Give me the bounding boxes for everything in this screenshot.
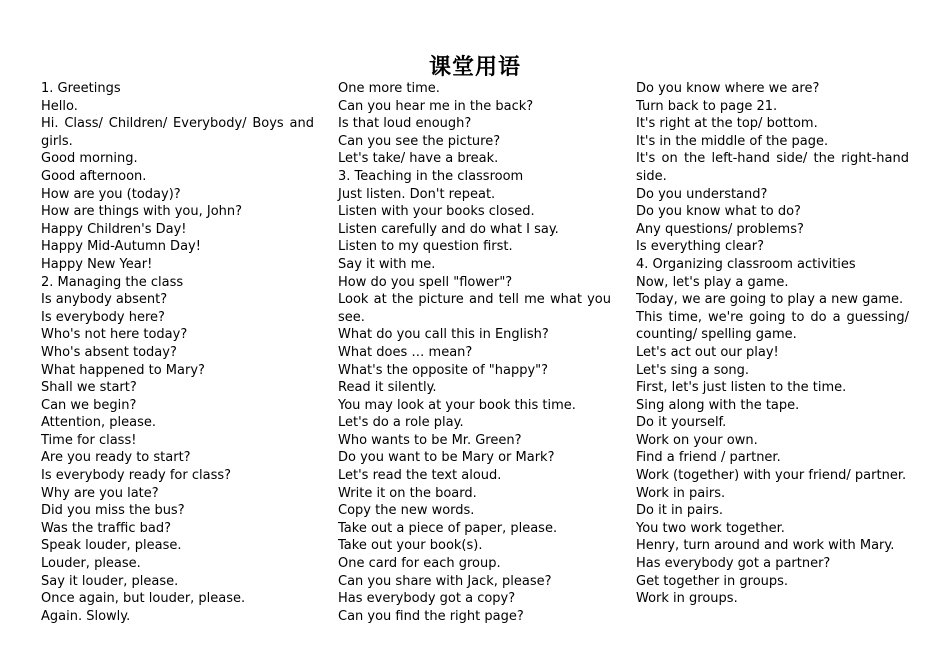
phrase-line: Is everybody here? — [41, 309, 165, 325]
phrase-line: Today, we are going to play a new game. — [636, 292, 904, 308]
phrase-line: First, let's just listen to the time. — [636, 380, 847, 396]
phrase-line: Find a friend / partner. — [636, 450, 781, 466]
phrase-line: Listen with your books closed. — [338, 204, 535, 220]
phrase-line: Do it in pairs. — [636, 503, 724, 519]
phrase-line: Who's not here today? — [41, 327, 188, 343]
phrase-line: It's in the middle of the page. — [636, 133, 829, 149]
phrase-line: It's on the left-hand side/ the right-hand side. — [636, 151, 909, 184]
phrase-line: Can you hear me in the back? — [338, 98, 534, 114]
phrase-line: Happy Children's Day! — [41, 221, 187, 237]
phrase-line: You may look at your book this time. — [338, 397, 576, 413]
phrase-line: Do you know what to do? — [636, 204, 801, 220]
phrase-line: What does … mean? — [338, 344, 473, 360]
phrase-line: Let's sing a song. — [636, 362, 750, 378]
phrase-line: What happened to Mary? — [41, 362, 205, 378]
phrase-line: Can you see the picture? — [338, 133, 501, 149]
phrase-line: Hello. — [41, 98, 78, 114]
phrase-line: Happy Mid-Autumn Day! — [41, 239, 201, 255]
phrase-line: Is everybody ready for class? — [41, 468, 232, 484]
phrase-line: Once again, but louder, please. — [41, 591, 246, 607]
column-1 — [41, 80, 314, 625]
phrase-line: Sing along with the tape. — [636, 397, 800, 413]
phrase-line: Who's absent today? — [41, 344, 177, 360]
phrase-line: Is anybody absent? — [41, 292, 168, 308]
phrase-line: Let's act out our play! — [636, 344, 779, 360]
phrase-line: Take out your book(s). — [338, 538, 483, 554]
phrase-line: Take out a piece of paper, please. — [338, 520, 558, 536]
phrase-line: 3. Teaching in the classroom — [338, 168, 524, 184]
phrase-line: Copy the new words. — [338, 503, 475, 519]
phrase-line: Write it on the board. — [338, 485, 477, 501]
phrase-line: Listen carefully and do what I say. — [338, 221, 559, 237]
phrase-line: Turn back to page 21. — [636, 98, 778, 114]
phrase-line: Louder, please. — [41, 556, 141, 572]
phrase-line: Now, let's play a game. — [636, 274, 789, 290]
phrase-line: Do it yourself. — [636, 415, 727, 431]
phrase-line: Happy New Year! — [41, 256, 153, 272]
phrase-line: Can we begin? — [41, 397, 137, 413]
phrase-line: Speak louder, please. — [41, 538, 182, 554]
phrase-line: Work in groups. — [636, 591, 738, 607]
phrase-line: Get together in groups. — [636, 573, 789, 589]
phrase-line: Are you ready to start? — [41, 450, 191, 466]
phrase-line: Time for class! — [41, 432, 137, 448]
phrase-line: Hi. Class/ Children/ Everybody/ Boys and girls. — [41, 116, 314, 149]
phrase-line: Has everybody got a copy? — [338, 591, 516, 607]
phrase-line: Can you share with Jack, please? — [338, 573, 552, 589]
phrase-line: What do you call this in English? — [338, 327, 549, 343]
phrase-line: Henry, turn around and work with Mary. — [636, 538, 895, 554]
phrase-line: Why are you late? — [41, 485, 159, 501]
phrase-line: Just listen. Don't repeat. — [338, 186, 496, 202]
phrase-line: Who wants to be Mr. Green? — [338, 432, 522, 448]
phrase-line: How are things with you, John? — [41, 204, 243, 220]
phrase-line: What's the opposite of "happy"? — [338, 362, 549, 378]
phrase-line: Say it with me. — [338, 256, 436, 272]
page-title: 课堂用语 — [428, 55, 521, 80]
phrase-line: It's right at the top/ bottom. — [636, 116, 818, 132]
phrase-line: Let's take/ have a break. — [338, 151, 499, 167]
phrase-line: Work (together) with your friend/ partner. — [636, 468, 907, 484]
phrase-line: Was the traffic bad? — [41, 520, 171, 536]
phrase-line: Can you find the right page? — [338, 608, 524, 624]
phrase-line: This time, we're going to do a guessing/ counting/ spelling game. — [636, 309, 909, 343]
phrase-line: Is that loud enough? — [338, 116, 472, 132]
phrase-line: Do you understand? — [636, 186, 768, 202]
phrase-line: Did you miss the bus? — [41, 503, 185, 519]
phrase-line: Say it louder, please. — [41, 573, 179, 589]
phrase-line: Good morning. — [41, 151, 138, 167]
phrase-line: 4. Organizing classroom activities — [636, 256, 856, 272]
phrase-line: Look at the picture and tell me what you see. — [338, 292, 611, 325]
phrase-line: Let's read the text aloud. — [338, 468, 502, 484]
phrase-line: Work in pairs. — [636, 485, 726, 501]
phrase-line: One card for each group. — [338, 556, 501, 572]
phrase-line: 2. Managing the class — [41, 274, 184, 290]
phrase-line: Any questions/ problems? — [636, 221, 804, 237]
phrase-line: Good afternoon. — [41, 168, 147, 184]
column-3 — [636, 80, 909, 608]
phrase-line: One more time. — [338, 81, 440, 96]
phrase-line: Do you know where we are? — [636, 81, 820, 96]
phrase-line: Let's do a role play. — [338, 415, 464, 431]
phrase-line: Listen to my question first. — [338, 239, 513, 255]
phrase-line: Again. Slowly. — [41, 608, 131, 624]
phrase-line: How are you (today)? — [41, 186, 181, 202]
phrase-line: Has everybody got a partner? — [636, 556, 831, 572]
phrase-line: 1. Greetings — [41, 81, 121, 96]
phrase-line: Do you want to be Mary or Mark? — [338, 450, 555, 466]
phrase-line: You two work together. — [636, 520, 785, 536]
phrase-line: Shall we start? — [41, 380, 137, 396]
phrase-line: Work on your own. — [636, 432, 758, 448]
phrase-line: Attention, please. — [41, 415, 156, 431]
column-2 — [338, 80, 611, 625]
phrase-line: Is everything clear? — [636, 239, 765, 255]
phrase-line: Read it silently. — [338, 380, 437, 396]
phrase-line: How do you spell "flower"? — [338, 274, 513, 290]
